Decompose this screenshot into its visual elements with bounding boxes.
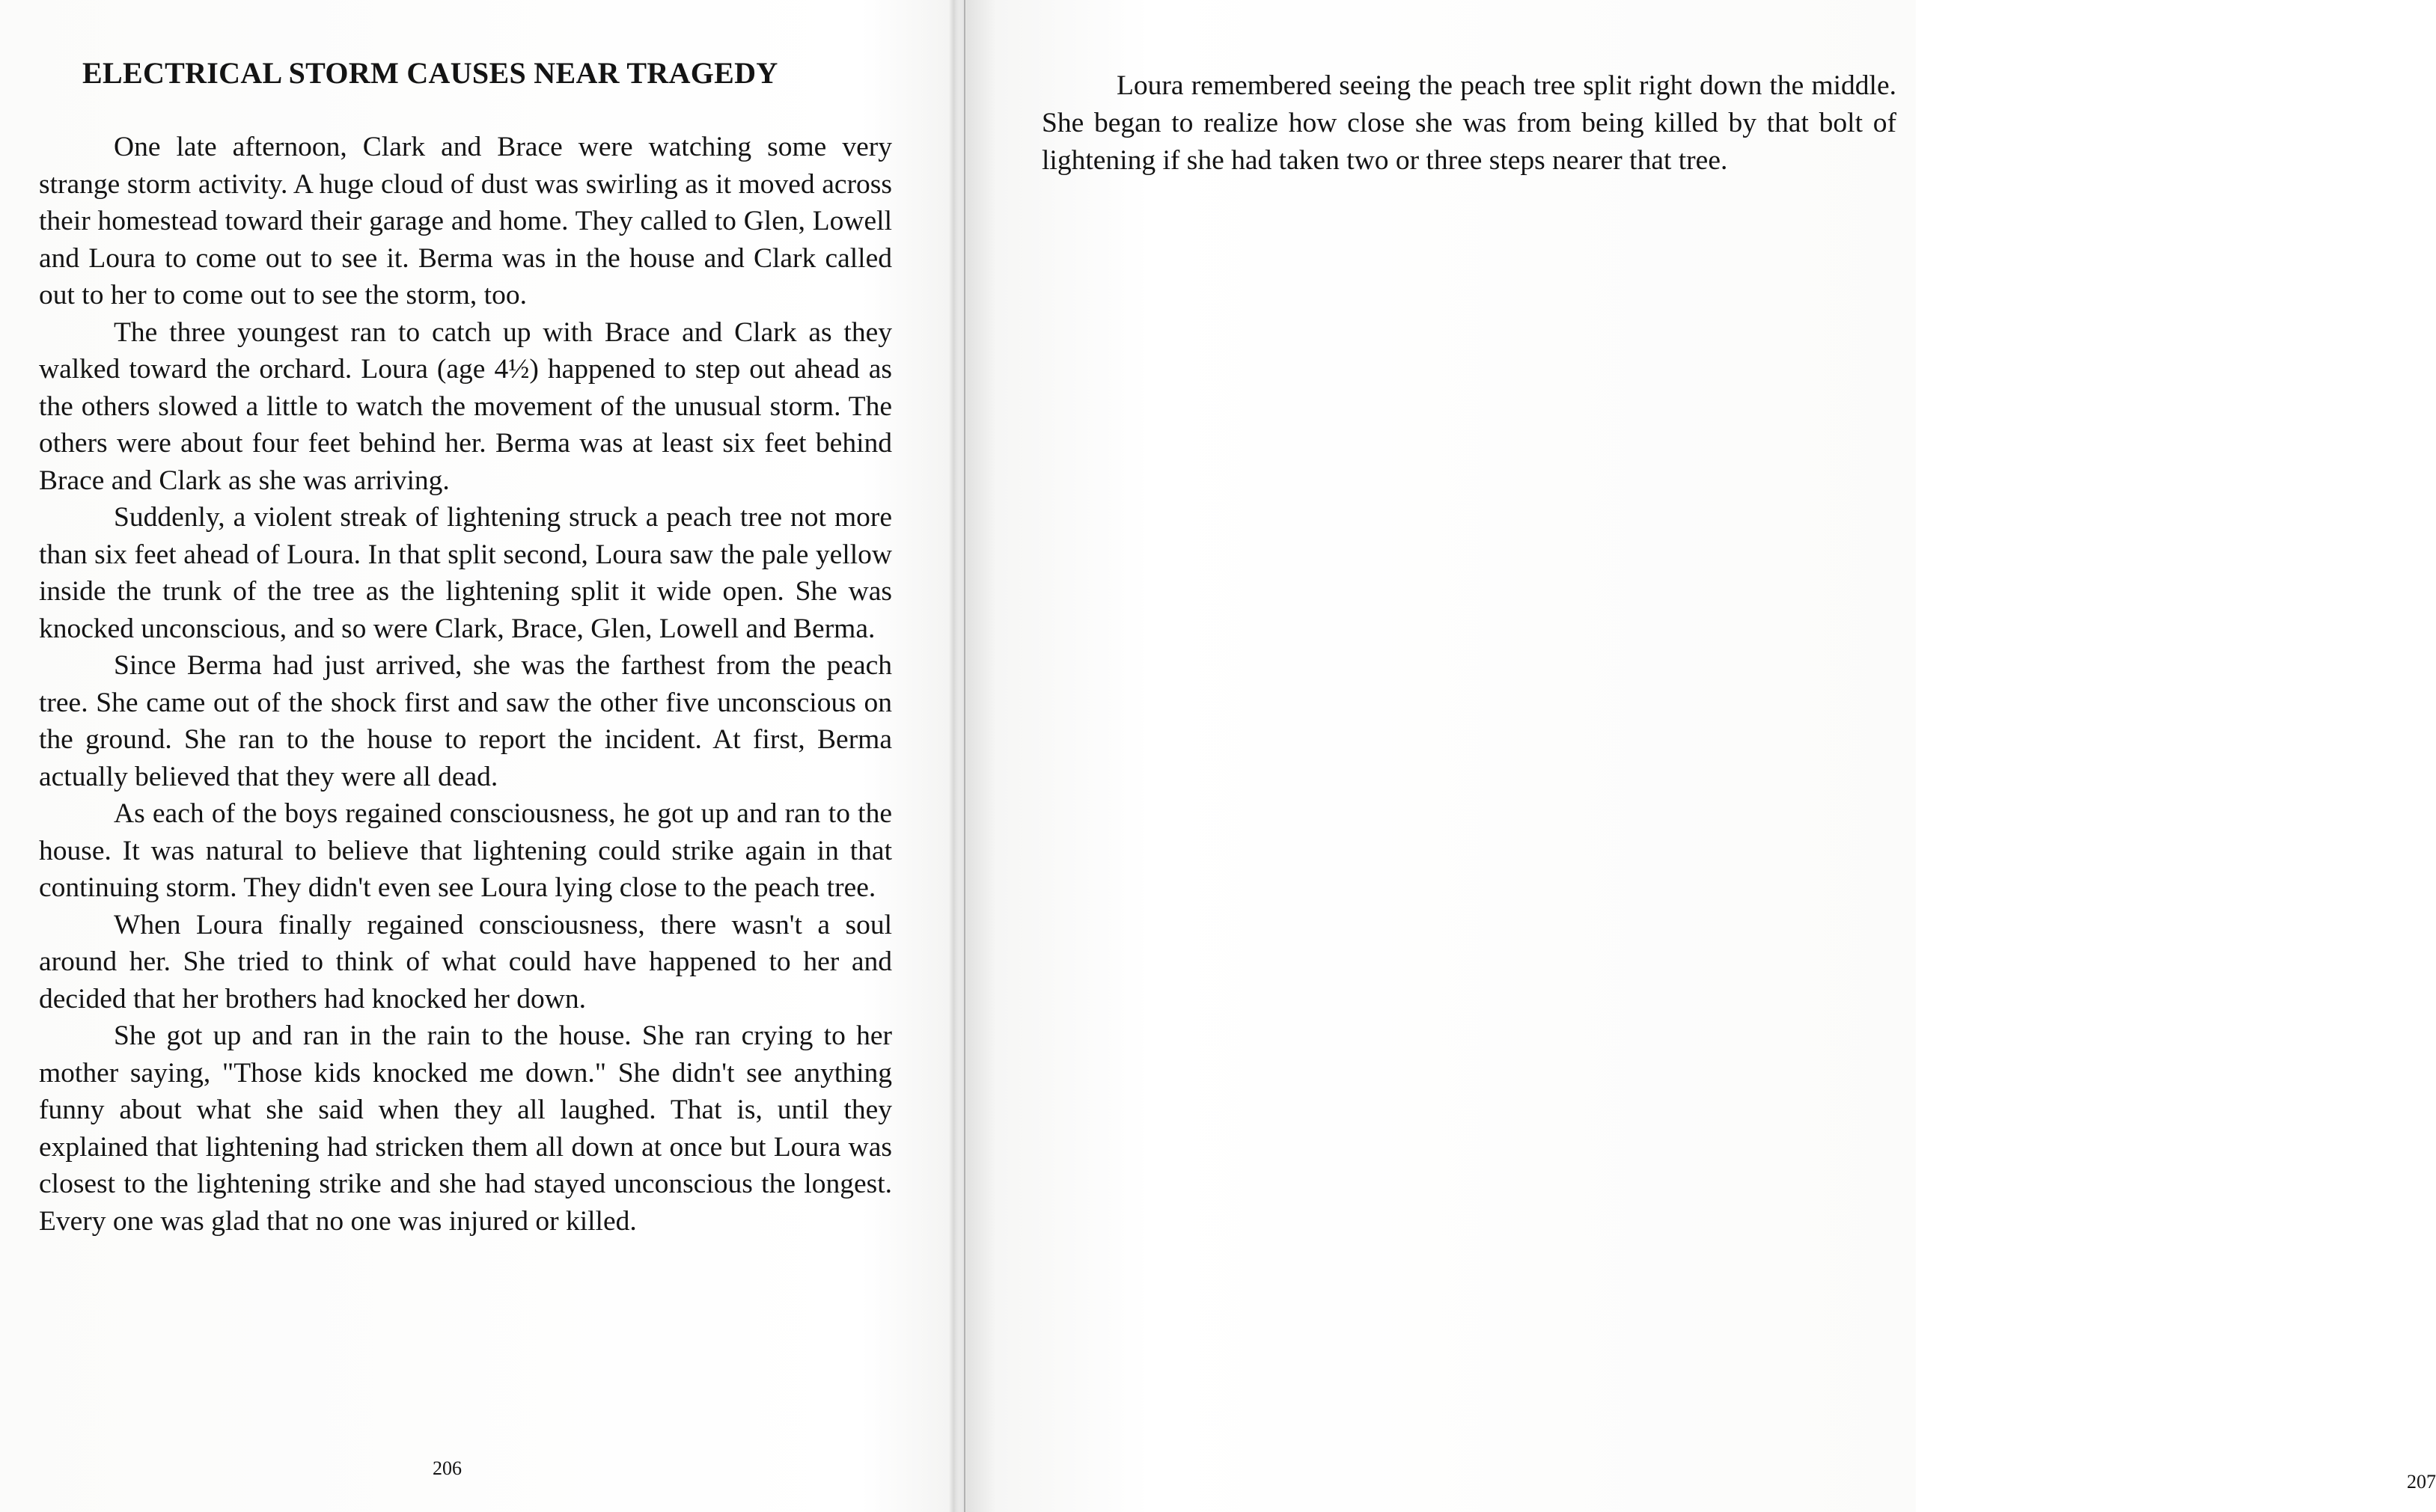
page-number-right: 207 — [2407, 1471, 2436, 1493]
paragraph: Suddenly, a violent streak of lightening struck a peach tree not more than six feet ahead of Loura. In that split second, Loura saw the pale yellow inside the trunk of the tree as the lightening split it wide open. She was knocked unconscious, and so were Clark, Brace, Glen, Lowell and Berma. — [39, 502, 892, 644]
chapter-title: ELECTRICAL STORM CAUSES NEAR TRAGEDY — [82, 56, 778, 90]
paragraph: Since Berma had just arrived, she was the farthest from the peach tree. She came out of the shock first and saw the other five unconscious on the ground. She ran to the house to report the incident. At first, Berma actually believed that they were all dead. — [39, 650, 892, 792]
paragraph: When Loura finally regained consciousness, there wasn't a soul around her. She tried to think of what could have happened to her and decided that her brothers had knocked her down. — [39, 909, 892, 1014]
page-number-left: 206 — [433, 1457, 462, 1479]
left-page — [0, 0, 952, 1512]
paragraph: As each of the boys regained consciousness, he got up and ran to the house. It was natural to believe that lightening could strike again in that continuing storm. They didn't even see Loura lying close to the peach tree. — [39, 798, 892, 903]
book-gutter-shadow — [949, 0, 959, 1512]
right-page — [959, 0, 2436, 1512]
right-page-body — [1042, 67, 1896, 180]
paragraph: Loura remembered seeing the peach tree split right down the middle. She began to realize how close she was from being killed by that bolt of lightening if she had taken two or three steps nearer that tree. — [1042, 70, 1896, 176]
left-page-body — [39, 129, 892, 1240]
paragraph: She got up and ran in the rain to the house. She ran crying to her mother saying, "Those kids knocked me down." She didn't see anything funny about what she said when they all laughed. That is, until they explained that lightening had stricken them all down at once but Loura was closest to the lightening strike and she had stayed unconscious the longest. Every one was glad that no one was injured or killed. — [39, 1020, 892, 1237]
paragraph: The three youngest ran to catch up with Brace and Clark as they walked toward the orchard. Loura (age 4½) happened to step out ahead as the others slowed a little to watch the movement of the unusual storm. The others were about four feet behind her. Berma was at least six feet behind Brace and Clark as she was arriving. — [39, 316, 892, 496]
paragraph: One late afternoon, Clark and Brace were watching some very strange storm activity. A huge cloud of dust was swirling as it moved across their homestead toward their garage and home. They called to Glen, Lowell and Loura to come out to see it. Berma was in the house and Clark called out to her to come out to see the storm, too. — [39, 132, 892, 310]
